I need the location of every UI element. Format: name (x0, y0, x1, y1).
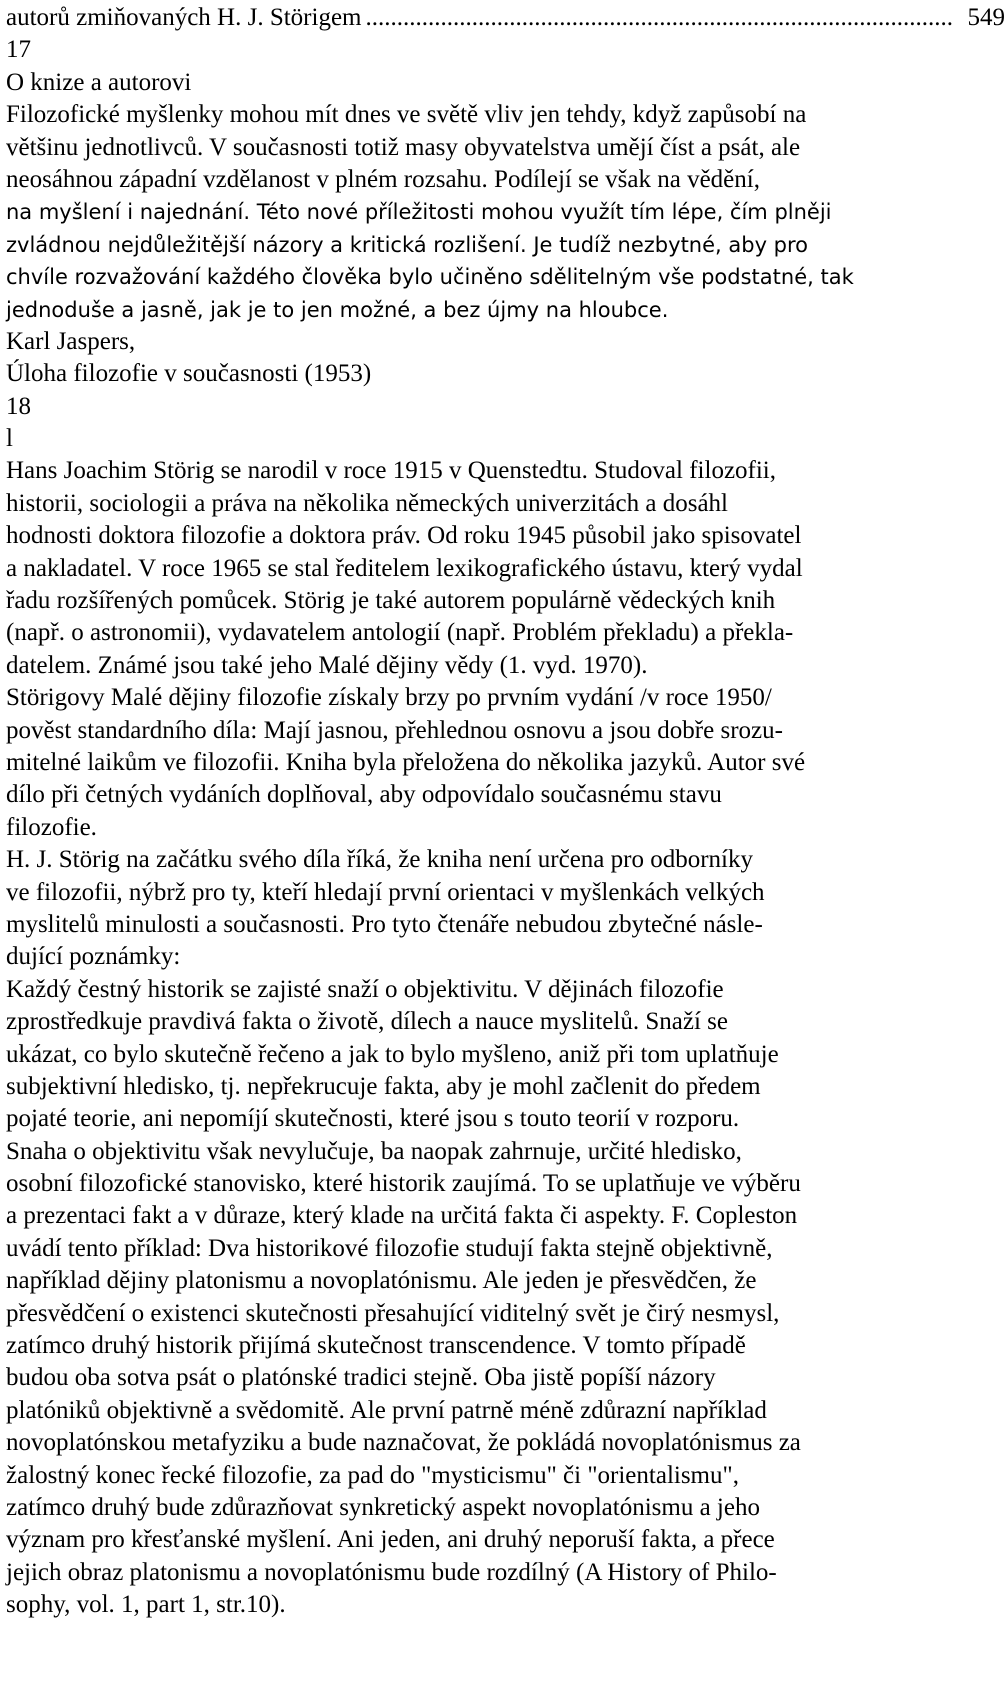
text-line: pověst standardního díla: Mají jasnou, přehlednou osnovu a jsou dobře srozu- (6, 716, 783, 744)
text-line: ukázat, co bylo skutečně řečeno a jak to bylo myšleno, aniž při tom uplatňuje (6, 1040, 779, 1068)
text-line: zatímco druhý bude zdůrazňovat synkretický aspekt novoplatónismu a jeho (6, 1493, 760, 1521)
toc-leader-dots: .............................................................................................. (365, 4, 953, 31)
text-line: dílo při četných vydáních doplňoval, aby odpovídalo současnému stavu (6, 781, 722, 809)
text-line: l (6, 425, 13, 453)
text-line: 17 (6, 36, 31, 64)
body-text (6, 34, 954, 1621)
text-line: (např. o astronomii), vydavatelem antologií (např. Problém překladu) a překla- (6, 619, 794, 647)
text-line: platóniků objektivně a svědomitě. Ale první patrně méně zdůrazní například (6, 1396, 767, 1424)
text-line: Úloha filozofie v současnosti (1953) (6, 360, 372, 388)
text-line: filozofie. (6, 813, 97, 841)
text-line: žalostný konec řecké filozofie, za pad do "mysticismu" či "orientalismu", (6, 1461, 739, 1489)
text-line: budou oba sotva psát o platónské tradici stejně. Oba jistě popíší názory (6, 1364, 716, 1392)
document-page (6, 2, 1005, 1622)
text-line: chvíle rozvažování každého člověka bylo učiněno sdělitelným vše podstatné, tak (6, 265, 854, 290)
toc-entry (6, 2, 1005, 34)
text-line: hodnosti doktora filozofie a doktora práv. Od roku 1945 působil jako spisovatel (6, 522, 802, 550)
text-line: řadu rozšířených pomůcek. Störig je také autorem populárně vědeckých knih (6, 587, 776, 615)
text-line: význam pro křesťanské myšlení. Ani jeden, ani druhý neporuší fakta, a přece (6, 1526, 775, 1554)
text-line: myslitelů minulosti a současnosti. Pro tyto čtenáře nebudou zbytečné násle- (6, 910, 763, 938)
text-line: 18 (6, 392, 31, 420)
text-line: Störigovy Malé dějiny filozofie získaly brzy po prvním vydání /v roce 1950/ (6, 684, 772, 712)
text-line: sophy, vol. 1, part 1, str.10). (6, 1591, 286, 1619)
text-line: jednoduše a jasně, jak je to jen možné, a bez újmy na hloubce. (6, 297, 669, 322)
text-line: pojaté teorie, ani nepomíjí skutečnosti, které jsou s touto teorií v rozporu. (6, 1105, 740, 1133)
text-line: datelem. Známé jsou také jeho Malé dějiny vědy (1. vyd. 1970). (6, 651, 648, 679)
text-line: novoplatónskou metafyziku a bude naznačovat, že pokládá novoplatónismus za (6, 1429, 801, 1457)
text-line: H. J. Störig na začátku svého díla říká, že kniha není určena pro odborníky (6, 846, 753, 874)
text-line: osobní filozofické stanovisko, které historik zaujímá. To se uplatňuje ve výběru (6, 1170, 801, 1198)
text-line: zatímco druhý historik přijímá skutečnost transcendence. V tomto případě (6, 1332, 746, 1360)
toc-page-number: 549 (967, 4, 1005, 31)
text-line: na myšlení i najednání. Této nové příležitosti mohou využít tím lépe, čím plněji (6, 200, 832, 225)
toc-entry-title: autorů zmiňovaných H. J. Störigem (6, 4, 362, 31)
text-line: zvládnou nejdůležitější názory a kritická rozlišení. Je tudíž nezbytné, aby pro (6, 232, 809, 257)
text-line: uvádí tento příklad: Dva historikové filozofie studují fakta stejně objektivně, (6, 1234, 773, 1262)
text-line: jejich obraz platonismu a novoplatónismu bude rozdílný (A History of Philo- (6, 1558, 777, 1586)
text-line: historii, sociologii a práva na několika německých univerzitách a dosáhl (6, 489, 728, 517)
text-line: ve filozofii, nýbrž pro ty, kteří hledají první orientaci v myšlenkách velkých (6, 878, 765, 906)
text-line: a nakladatel. V roce 1965 se stal ředitelem lexikografického ústavu, který vydal (6, 554, 803, 582)
text-line: přesvědčení o existenci skutečnosti přesahující viditelný svět je čirý nesmysl, (6, 1299, 780, 1327)
text-line: O knize a autorovi (6, 68, 192, 96)
text-line: neosáhnou západní vzdělanost v plném rozsahu. Podílejí se však na vědění, (6, 165, 760, 193)
text-line: a prezentaci fakt a v důraze, který klade na určitá fakta či aspekty. F. Copleston (6, 1202, 798, 1230)
text-line: dující poznámky: (6, 943, 181, 971)
text-line: například dějiny platonismu a novoplatónismu. Ale jeden je přesvědčen, že (6, 1267, 757, 1295)
text-line: Hans Joachim Störig se narodil v roce 1915 v Quenstedtu. Studoval filozofii, (6, 457, 777, 485)
text-line: mitelné laikům ve filozofii. Kniha byla přeložena do několika jazyků. Autor své (6, 748, 806, 776)
text-line: Každý čestný historik se zajisté snaží o objektivitu. V dějinách filozofie (6, 975, 724, 1003)
text-line: zprostředkuje pravdivá fakta o životě, dílech a nauce myslitelů. Snaží se (6, 1008, 728, 1036)
text-line: Karl Jaspers, (6, 327, 136, 355)
text-line: subjektivní hledisko, tj. nepřekrucuje fakta, aby je mohl začlenit do předem (6, 1072, 761, 1100)
text-line: Snaha o objektivitu však nevylučuje, ba naopak zahrnuje, určité hledisko, (6, 1137, 742, 1165)
text-line: většinu jednotlivců. V současnosti totiž masy obyvatelstva umějí číst a psát, ale (6, 133, 801, 161)
text-line: Filozofické myšlenky mohou mít dnes ve světě vliv jen tehdy, když zapůsobí na (6, 101, 807, 129)
